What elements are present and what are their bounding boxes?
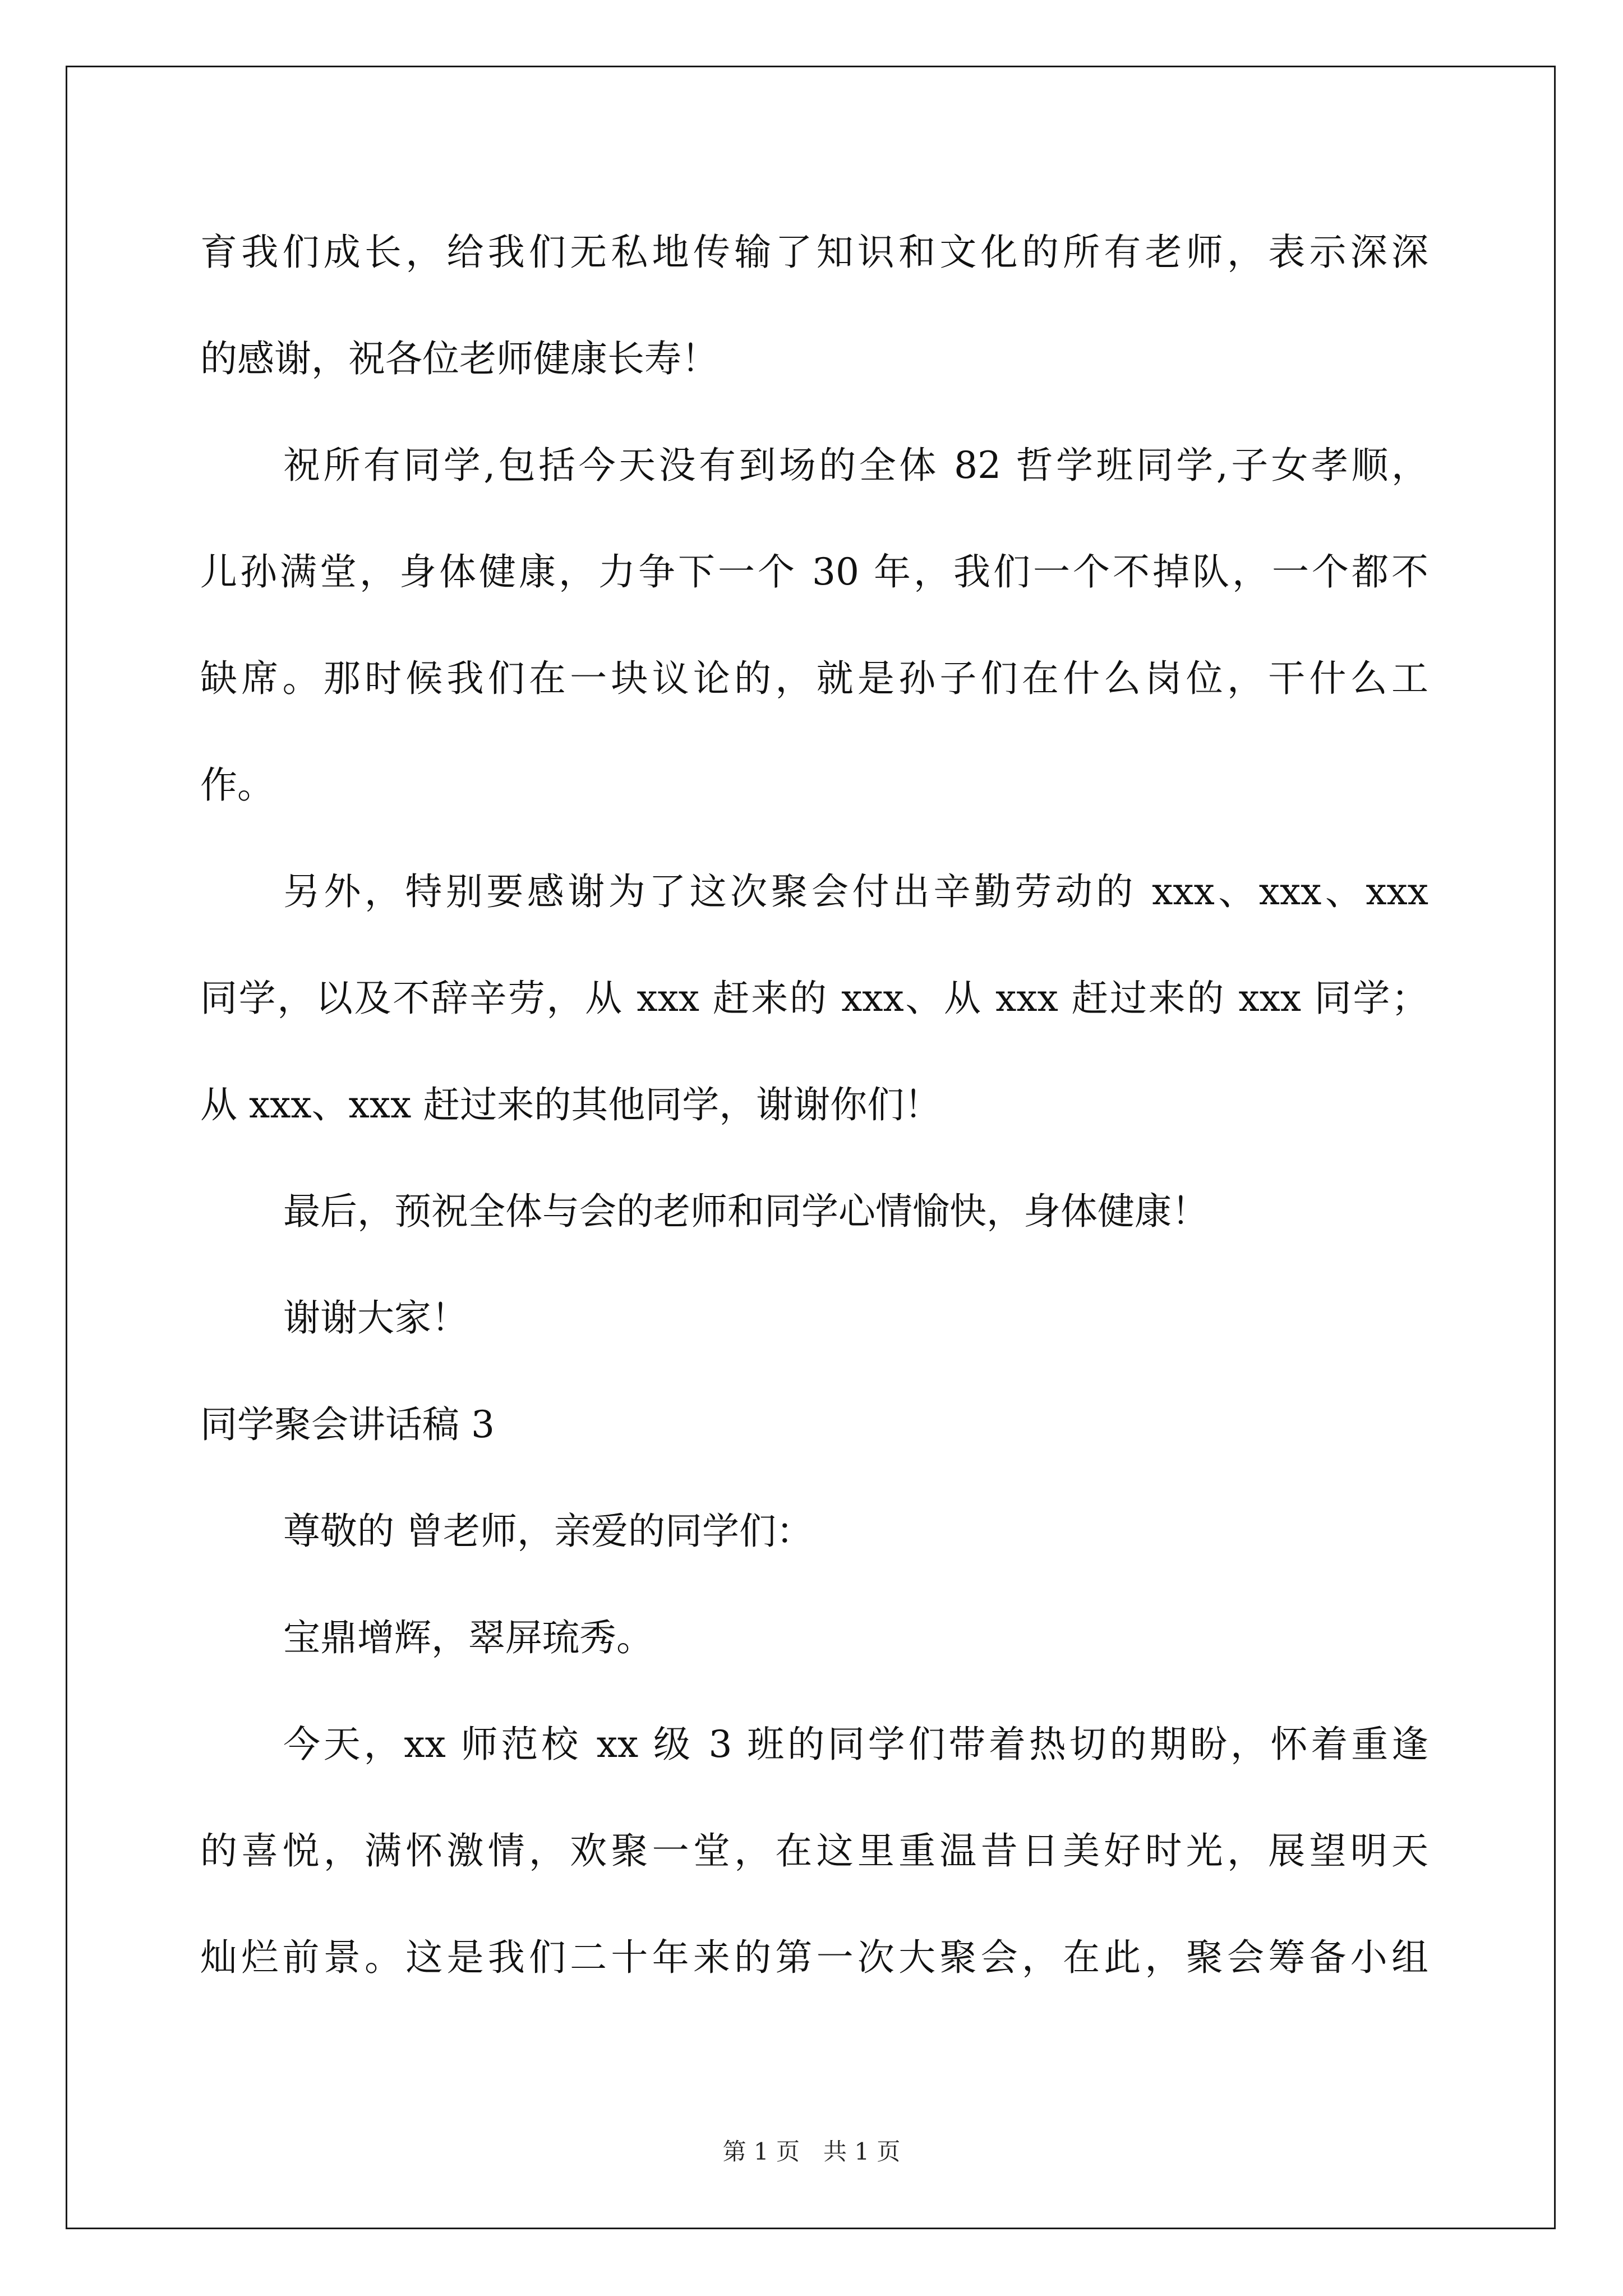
body-line-9: 从 xxx、xxx 赶过来的其他同学，谢谢你们！ [200, 1083, 942, 1126]
body-line-10: 最后，预祝全体与会的老师和同学心情愉快，身体健康！ [283, 1190, 1209, 1233]
page-number-footer: 第 1 页 共 1 页 [722, 2138, 901, 2165]
body-line-2: 的感谢，祝各位老师健康长寿！ [200, 337, 718, 380]
body-line-1: 育我们成长，给我们无私地传输了知识和文化的所有老师，表示深深 [200, 231, 1428, 274]
body-line-3: 祝所有同学,包括今天没有到场的全体 82 哲学班同学,子女孝顺， [283, 444, 1428, 487]
body-line-17: 灿烂前景。这是我们二十年来的第一次大聚会，在此，聚会筹备小组 [200, 1936, 1428, 1979]
body-line-8: 同学，以及不辞辛劳，从 xxx 赶来的 xxx、从 xxx 赶过来的 xxx 同学； [200, 977, 1428, 1020]
body-line-15: 今天，xx 师范校 xx 级 3 班的同学们带着热切的期盼，怀着重逢 [283, 1723, 1428, 1766]
body-line-14: 宝鼎增辉，翠屏琉秀。 [283, 1616, 653, 1659]
body-line-13: 尊敬的 曾老师，亲爱的同学们： [283, 1510, 813, 1553]
body-line-4: 儿孙满堂，身体健康，力争下一个 30 年，我们一个不掉队，一个都不 [200, 550, 1428, 593]
body-line-7: 另外，特别要感谢为了这次聚会付出辛勤劳动的 xxx、xxx、xxx [283, 870, 1428, 913]
section-heading: 同学聚会讲话稿 3 [200, 1403, 495, 1446]
body-line-5: 缺席。那时候我们在一块议论的，就是孙子们在什么岗位，干什么工 [200, 657, 1428, 700]
body-line-16: 的喜悦，满怀激情，欢聚一堂，在这里重温昔日美好时光，展望明天 [200, 1829, 1428, 1872]
page-border [66, 66, 1556, 2229]
body-line-11: 谢谢大家！ [283, 1296, 468, 1340]
body-line-6: 作。 [200, 763, 274, 807]
